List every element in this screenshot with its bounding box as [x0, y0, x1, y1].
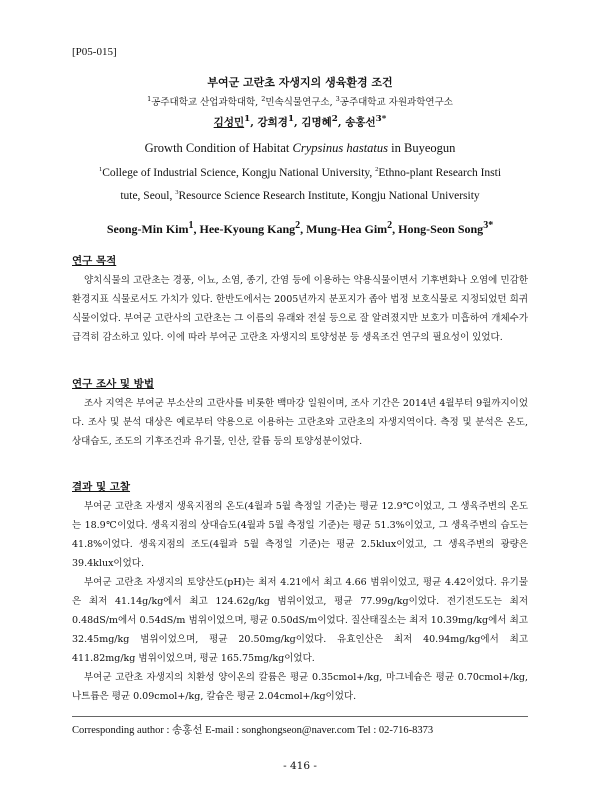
- footer-divider: [72, 716, 528, 717]
- author-name: Hong-Seon Song: [398, 222, 484, 236]
- author-name: Mung-Hea Gim: [306, 222, 388, 236]
- author-name: Hee-Kyoung Kang: [199, 222, 296, 236]
- author-name: 김명혜: [301, 116, 332, 129]
- paragraph: 부여군 고란초 자생지의 토양산도(pH)는 최저 4.21에서 최고 4.66 범위이었고, 평균 4.42이었다. 유기물은 최저 41.14g/kg에서 최고 124.62g/kg 범위이었고, 평균 77.99g/kg이었다. 전기전도도는 최저 0.48dS/m에서 0.54dS/m 범위이었으며, 평균 0.50dS/m이었다. 질산태질소는 최저 10.39mg/kg에서 최고 32.45mg/kg 범위이었으며, 평균 20.50mg/kg이었다. 유효인산은 최저 40.94mg/kg에서 최고 411.82mg/kg 범위이었으며, 평균 165.75mg/kg이었다.: [72, 577, 528, 664]
- paragraph: 조사 지역은 부여군 부소산의 고란사를 비롯한 백마강 일원이며, 조사 기간은 2014년 4월부터 9월까지이었다. 조사 및 분석 대상은 예로부터 약용으로 이용하는 고란초와 고란초의 자생지역이다. 측정 및 분석은 온도, 상대습도, 조도의 기후조건과 유기물, 인산, 칼륨 등의 토양성분이었다.: [72, 398, 528, 447]
- section-heading-purpose: 연구 목적: [72, 255, 117, 267]
- section-heading-methods: 연구 조사 및 방법: [72, 378, 154, 390]
- page-number: - 416 -: [283, 760, 317, 772]
- korean-authors: 김성민$^1$, 강희경$^1$, 김명혜$^2$, 송홍선$^{3*}$: [213, 114, 387, 129]
- korean-title: 부여군 고란초 자생지의 생육환경 조건: [207, 76, 393, 89]
- author-name: 송홍선: [345, 116, 376, 129]
- corresponding-author: Corresponding author : 송홍선 E-mail : songhongseon@naver.com Tel : 02-716-8373: [72, 725, 434, 736]
- paragraph: 부여군 고란초 자생지 생육지점의 온도(4월과 5월 측정일 기준)는 평균 12.9℃이었고, 그 생육주변의 온도는 18.9℃이었다. 생육지점의 상대습도(4월과 5월 측정일 기준)는 평균 51.3%이었고, 그 생육주변의 습도는 41.8%이었다. 생육지점의 조도(4월과 5월 측정일 기준)는 평균 2.5klux이었고, 그 생육주변의 광량은 39.4klux이었다.: [72, 501, 528, 569]
- section-heading-results: 결과 및 고찰: [72, 481, 131, 493]
- paragraph: 양치식물의 고란초는 경풍, 이뇨, 소염, 종기, 간염 등에 이용하는 약용식물이면서 기후변화나 오염에 민감한 환경지표 식물로서도 가치가 있다. 한반도에서는 2005년까지 분포지가 좁아 법정 보호식물로 지정되었던 희귀식물이었다. 부여군 고란사의 고란초는 그 이름의 유래와 전설 등으로 잘 알려졌지만 보호가 미흡하여 개체수가 급격히 감소하고 있다. 이에 따라 부여군 고란초 자생지의 토양성분 등 생육조건 연구의 필요성이 있었다.: [72, 275, 528, 343]
- section-body-methods: [72, 394, 528, 451]
- english-affiliations: $^1$College of Industrial Science, Kongju National University, $^2$Ethno-plant Research Insti tute, Seoul, $^3$Resource Science Research Institute, Kongju National University: [98, 166, 502, 202]
- author-name: 김성민: [213, 116, 245, 129]
- english-title: Growth Condition of Habitat Crypsinus hastatus in Buyeogun: [144, 141, 456, 155]
- paragraph: 부여군 고란초 자생지의 치환성 양이온의 칼륨은 평균 0.35cmol+/kg, 마그네슘은 평균 0.70cmol+/kg, 나트륨은 평균 0.09cmol+/kg, 칼슘은 평균 2.04cmol+/kg이었다.: [72, 672, 528, 702]
- section-body-results: [72, 497, 528, 706]
- korean-affiliations: $^1$공주대학교 산업과학대학, $^2$민속식물연구소, $^3$공주대학교 자원과학연구소: [147, 94, 453, 108]
- author-name: Seong-Min Kim: [106, 222, 189, 236]
- abstract-code: [P05-015]: [72, 46, 117, 58]
- author-name: 강희경: [257, 116, 288, 129]
- english-authors: Seong-Min Kim$^1$, Hee-Kyoung Kang$^2$, Mung-Hea Gim$^2$, Hong-Seon Song$^{3*}$: [106, 220, 494, 236]
- section-body-purpose: [72, 271, 528, 347]
